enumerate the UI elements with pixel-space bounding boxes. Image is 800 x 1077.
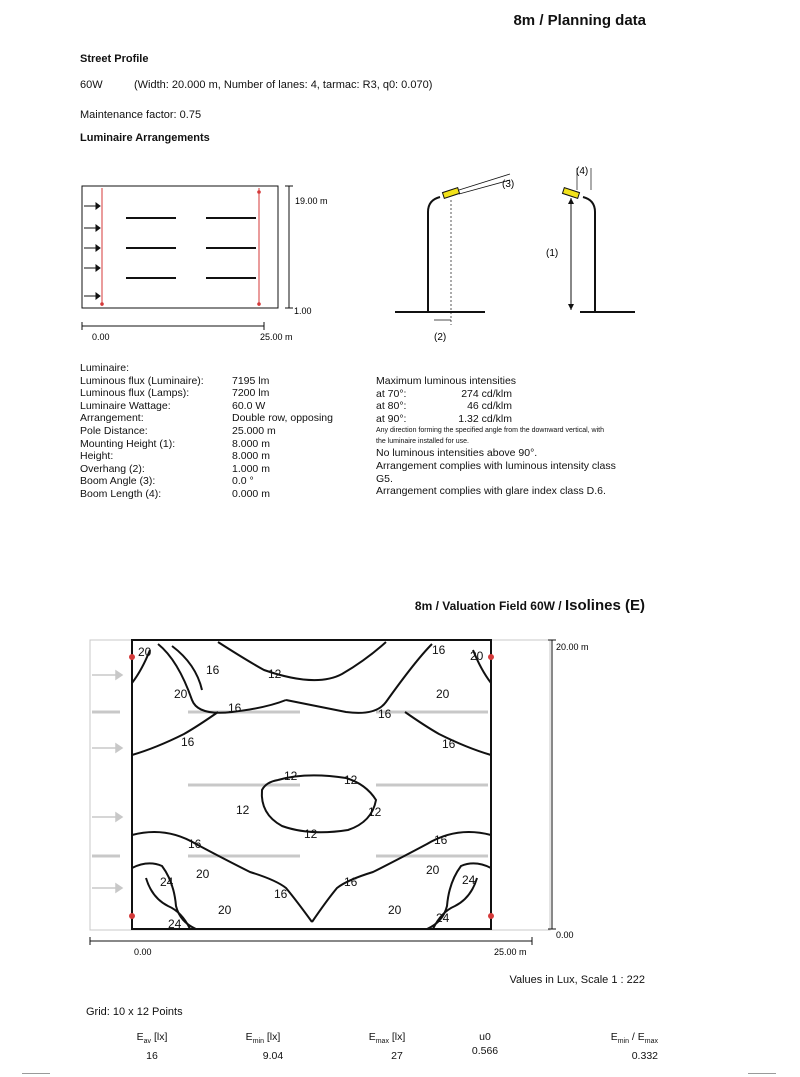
intensity-value: 1.32 cd/klm xyxy=(458,412,512,425)
lum-label: Luminous flux (Lamps): xyxy=(80,387,190,400)
plan-x-start: 0.00 xyxy=(92,332,110,342)
street-profile-details: (Width: 20.000 m, Number of lanes: 4, tarmac: R3, q0: 0.070) xyxy=(134,79,433,91)
iso-label: 20 xyxy=(470,649,484,663)
intensity-line: Arrangement complies with glare index class D.6. xyxy=(376,485,606,498)
lum-value: 8.000 m xyxy=(232,450,270,463)
intensity-angle: at 80°: xyxy=(376,400,407,413)
lum-value: Double row, opposing xyxy=(232,412,333,425)
lum-value: 60.0 W xyxy=(232,399,266,412)
luminaire-title: Luminaire: xyxy=(80,362,130,374)
lum-value: 1.000 m xyxy=(232,462,270,475)
plan-lane-marks xyxy=(126,218,256,278)
result-u0: u0 0.566 xyxy=(471,1031,499,1057)
iso-label: 12 xyxy=(344,773,358,787)
lum-label: Luminous flux (Luminaire): xyxy=(80,374,204,387)
label-1: (1) xyxy=(546,248,559,259)
values-scale: Values in Lux, Scale 1 : 222 xyxy=(509,974,645,986)
iso-label: 20 xyxy=(426,863,440,877)
intensity-line: No luminous intensities above 90°. xyxy=(376,447,538,460)
isolines-diagram xyxy=(86,630,606,960)
result-emax: $E_{max}$ [lx] 27 xyxy=(368,1031,406,1063)
plan-arrows xyxy=(84,203,100,299)
iso-title-big: Isolines (E) xyxy=(564,597,645,614)
plan-width-label: 19.00 m xyxy=(295,196,328,206)
page-title: 8m / Planning data xyxy=(513,12,646,29)
iso-label: 16 xyxy=(442,737,456,751)
iso-label: 16 xyxy=(206,663,220,677)
plan-offset-label: 1.00 xyxy=(294,306,312,316)
luminaire-table xyxy=(80,362,333,501)
iso-y-bottom: 0.00 xyxy=(556,930,574,940)
pole-side-diagram xyxy=(390,160,650,350)
label-4: (4) xyxy=(576,166,589,177)
iso-label: 16 xyxy=(181,735,195,749)
label-2: (2) xyxy=(434,332,447,343)
iso-x-end: 25.00 m xyxy=(494,947,527,957)
footer-line-left xyxy=(22,1073,50,1074)
iso-label: 20 xyxy=(138,645,152,659)
iso-label: 24 xyxy=(160,875,174,889)
iso-label: 24 xyxy=(168,917,182,931)
iso-label: 20 xyxy=(388,903,402,917)
iso-y-top: 20.00 m xyxy=(556,642,589,652)
lum-label: Arrangement: xyxy=(80,412,144,425)
lum-label: Boom Angle (3): xyxy=(80,475,156,488)
iso-label: 20 xyxy=(196,867,210,881)
lamp-left xyxy=(442,188,459,199)
plan-x-end: 25.00 m xyxy=(260,332,293,342)
intensity-note: the luminaire installed for use. xyxy=(376,438,469,446)
lum-label: Overhang (2): xyxy=(80,462,145,475)
intensity-value: 46 cd/klm xyxy=(467,400,512,413)
iso-label: 12 xyxy=(368,805,382,819)
intensities-title: Maximum luminous intensities xyxy=(376,375,517,387)
footer-line-right xyxy=(748,1073,776,1074)
iso-label: 12 xyxy=(304,827,318,841)
iso-label: 20 xyxy=(218,903,232,917)
iso-label: 16 xyxy=(434,833,448,847)
iso-label: 12 xyxy=(284,769,298,783)
lum-label: Luminaire Wattage: xyxy=(80,399,171,412)
intensity-note: Any direction forming the specified angle from the downward vertical, with xyxy=(376,427,604,435)
lum-label: Mounting Height (1): xyxy=(80,437,176,450)
iso-label: 20 xyxy=(174,687,188,701)
grid-label: Grid: 10 x 12 Points xyxy=(86,1006,183,1018)
label-3: (3) xyxy=(502,179,515,190)
maintenance-factor: Maintenance factor: 0.75 xyxy=(80,109,202,121)
lum-value: 8.000 m xyxy=(232,437,270,450)
iso-label: 16 xyxy=(344,875,358,889)
iso-label: 16 xyxy=(228,701,242,715)
intensity-angle: at 90°: xyxy=(376,412,407,425)
iso-title xyxy=(415,597,645,614)
iso-label: 12 xyxy=(268,667,282,681)
intensities-block xyxy=(376,375,666,498)
result-eav: $E_{av}$ [lx] 16 xyxy=(136,1031,168,1063)
iso-label: 24 xyxy=(436,911,450,925)
result-emin: $E_{min}$ [lx] 9.04 xyxy=(245,1031,284,1063)
lum-value: 25.000 m xyxy=(232,424,276,437)
iso-label: 20 xyxy=(436,687,450,701)
street-profile-name: 60W xyxy=(80,79,103,91)
lum-value: 0.000 m xyxy=(232,487,270,500)
lum-value: 7195 lm xyxy=(232,374,270,387)
iso-lane-marks xyxy=(92,712,488,856)
plan-view-diagram xyxy=(78,180,358,345)
iso-title-main: 8m / Valuation Field 60W / xyxy=(414,599,565,613)
iso-labels xyxy=(138,643,484,931)
arrangements-heading: Luminaire Arrangements xyxy=(80,132,210,144)
result-ratio: $E_{min} / E_{max}$ 0.332 xyxy=(610,1031,658,1063)
lum-label: Boom Length (4): xyxy=(80,487,162,500)
iso-label: 16 xyxy=(188,837,202,851)
iso-label: 16 xyxy=(274,887,288,901)
intensity-line: Arrangement complies with luminous intensity class xyxy=(376,459,616,472)
iso-x-start: 0.00 xyxy=(134,947,152,957)
lum-value: 0.0 ° xyxy=(232,475,254,488)
iso-label: 16 xyxy=(432,643,446,657)
lum-label: Height: xyxy=(80,450,114,463)
intensity-value: 274 cd/klm xyxy=(461,387,512,400)
iso-label: 24 xyxy=(462,873,476,887)
lum-label: Pole Distance: xyxy=(80,424,148,437)
street-profile-heading: Street Profile xyxy=(80,53,149,65)
intensity-line: G5. xyxy=(376,472,393,485)
iso-label: 12 xyxy=(236,803,250,817)
iso-arrows xyxy=(92,671,122,892)
lum-value: 7200 lm xyxy=(232,387,270,400)
intensity-angle: at 70°: xyxy=(376,387,407,400)
iso-label: 16 xyxy=(378,707,392,721)
